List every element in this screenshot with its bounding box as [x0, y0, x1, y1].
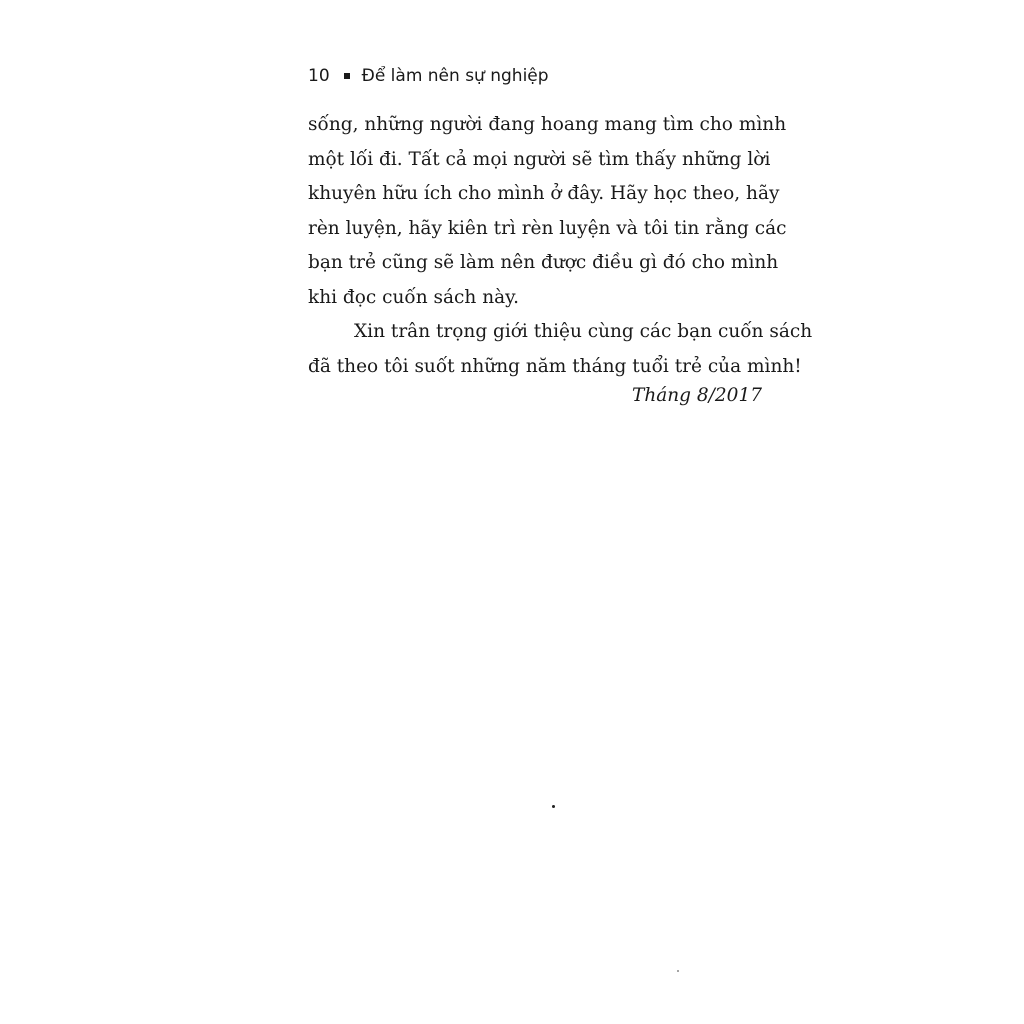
- paragraph-1: [308, 108, 787, 315]
- text-line: một lối đi. Tất cả mọi người sẽ tìm thấy những lời: [308, 148, 771, 170]
- text-line: rèn luyện, hãy kiên trì rèn luyện và tôi tin rằng các: [308, 217, 787, 239]
- book-title: Để làm nên sự nghiệp: [361, 66, 549, 86]
- ink-speck: [677, 970, 679, 972]
- text-line: bạn trẻ cũng sẽ làm nên được điều gì đó cho mình: [308, 252, 779, 273]
- text-line: khi đọc cuốn sách này.: [308, 286, 520, 308]
- text-line: Xin trân trọng giới thiệu cùng các bạn cuốn sách: [354, 321, 813, 342]
- body-text: [308, 108, 813, 384]
- text-line: sống, những người đang hoang mang tìm cho mình: [308, 114, 787, 135]
- signature-date: Tháng 8/2017: [631, 385, 762, 406]
- text-line: đã theo tôi suốt những năm tháng tuổi trẻ của mình!: [308, 355, 802, 377]
- paragraph-2: [308, 315, 813, 384]
- ink-speck: [552, 805, 555, 808]
- bullet-square-icon: [344, 73, 350, 79]
- page-number: 10: [308, 66, 330, 86]
- running-header: [308, 62, 549, 90]
- text-line: khuyên hữu ích cho mình ở đây. Hãy học theo, hãy: [308, 183, 780, 204]
